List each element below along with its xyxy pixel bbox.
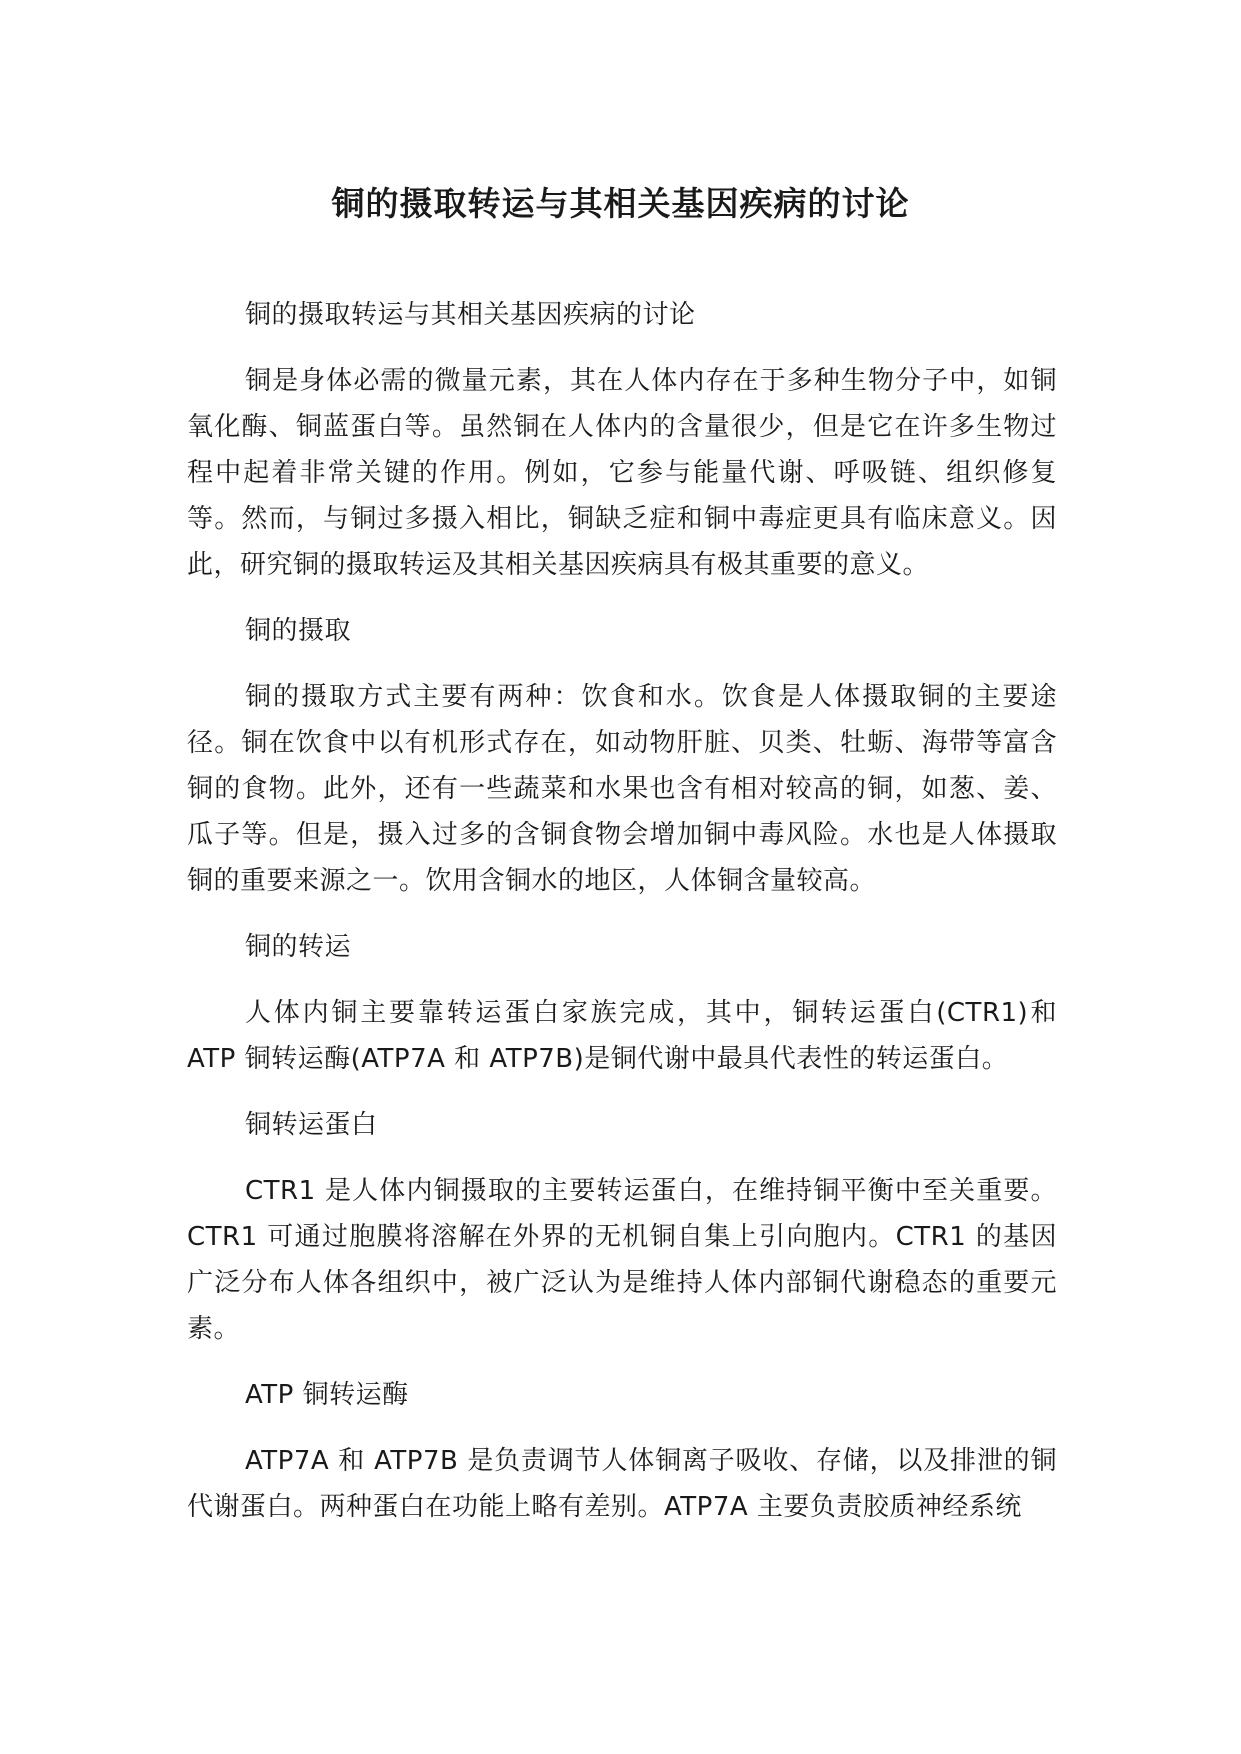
section-heading: 铜的转运 (245, 932, 352, 962)
paragraph: 人体内铜主要靠转运蛋白家族完成，其中，铜转运蛋白(CTR1)和 ATP 铜转运酶(ATP7A 和 ATP7B)是铜代谢中最具代表性的转运蛋白。 (187, 998, 1057, 1074)
paragraph: 铜是身体必需的微量元素，其在人体内存在于多种生物分子中，如铜氧化酶、铜蓝蛋白等。虽然铜在人体内的含量很少，但是它在许多生物过程中起着非常关键的作用。例如，它参与能量代谢、呼吸链、组织修复等。然而，与铜过多摄入相比，铜缺乏症和铜中毒症更具有临床意义。因此，研究铜的摄取转运及其相关基因疾病具有极其重要的意义。 (187, 366, 1057, 580)
section-heading: 铜的摄取 (245, 616, 352, 646)
paragraph: CTR1 是人体内铜摄取的主要转运蛋白，在维持铜平衡中至关重要。CTR1 可通过胞膜将溶解在外界的无机铜自集上引向胞内。CTR1 的基因广泛分布人体各组织中，被广泛认为是维持人体内部铜代谢稳态的重要元素。 (187, 1176, 1057, 1344)
paragraph: 铜的摄取方式主要有两种：饮食和水。饮食是人体摄取铜的主要途径。铜在饮食中以有机形式存在，如动物肝脏、贝类、牡蛎、海带等富含铜的食物。此外，还有一些蔬菜和水果也含有相对较高的铜，如葱、姜、瓜子等。但是，摄入过多的含铜食物会增加铜中毒风险。水也是人体摄取铜的重要来源之一。饮用含铜水的地区，人体铜含量较高。 (187, 682, 1057, 896)
paragraph: ATP7A 和 ATP7B 是负责调节人体铜离子吸收、存储，以及排泄的铜代谢蛋白。两种蛋白在功能上略有差别。ATP7A 主要负责胶质神经系统 (187, 1446, 1057, 1522)
section-heading: ATP 铜转运酶 (245, 1380, 409, 1410)
section-heading: 铜转运蛋白 (245, 1110, 378, 1140)
document-body (187, 292, 1057, 1530)
section-heading: 铜的摄取转运与其相关基因疾病的讨论 (245, 300, 696, 330)
document-title: 铜的摄取转运与其相关基因疾病的讨论 (331, 184, 910, 223)
